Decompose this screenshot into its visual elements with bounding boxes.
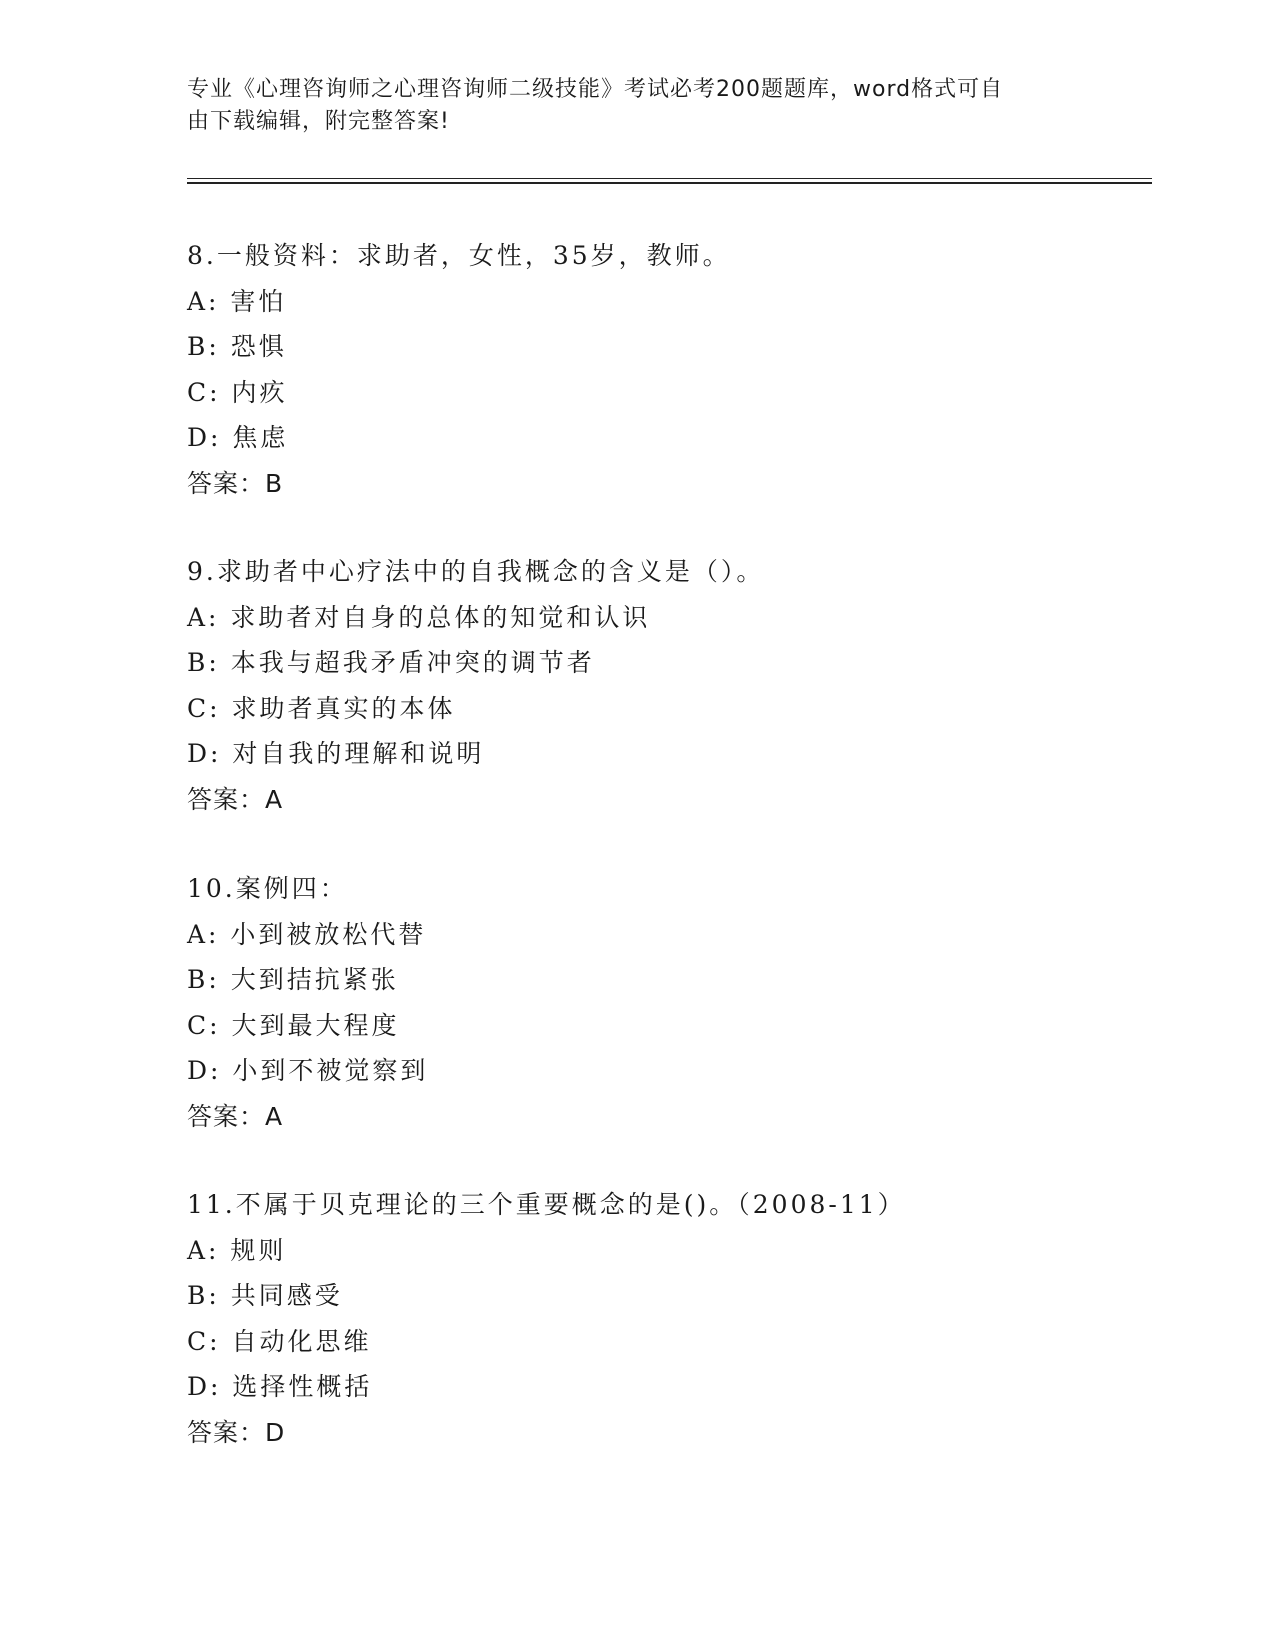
option-c: C: 大到最大程度 xyxy=(187,1010,400,1040)
question-8 xyxy=(187,233,1147,506)
question-title: 9.求助者中心疗法中的自我概念的含义是（）。 xyxy=(187,557,765,586)
answer: 答案：A xyxy=(187,1101,284,1131)
header-line-2: 由下载编辑，附完整答案! xyxy=(187,109,450,134)
option-d: D: 焦虑 xyxy=(187,423,289,452)
question-title: 11.不属于贝克理论的三个重要概念的是()。（2008-11） xyxy=(187,1190,906,1219)
answer: 答案：D xyxy=(187,1417,286,1447)
option-a: A: 害怕 xyxy=(187,286,287,316)
option-c: C: 自动化思维 xyxy=(187,1326,372,1356)
header-divider-thick xyxy=(187,182,1152,184)
document-header xyxy=(187,74,1067,138)
option-b: B: 共同感受 xyxy=(187,1281,343,1310)
header-line-1: 专业《心理咨询师之心理咨询师二级技能》考试必考200题题库，word格式可自 xyxy=(187,77,1004,102)
option-b: B: 大到拮抗紧张 xyxy=(187,965,399,994)
option-d: D: 对自我的理解和说明 xyxy=(187,739,485,768)
option-b: B: 恐惧 xyxy=(187,332,287,361)
option-a: A: 小到被放松代替 xyxy=(187,919,427,949)
option-b: B: 本我与超我矛盾冲突的调节者 xyxy=(187,648,595,677)
answer: 答案：A xyxy=(187,784,284,814)
option-c: C: 求助者真实的本体 xyxy=(187,693,456,723)
question-9 xyxy=(187,549,1147,822)
option-a: A: 求助者对自身的总体的知觉和认识 xyxy=(187,602,651,632)
option-a: A: 规则 xyxy=(187,1235,287,1265)
option-d: D: 小到不被觉察到 xyxy=(187,1056,429,1085)
option-c: C: 内疚 xyxy=(187,377,288,407)
option-d: D: 选择性概括 xyxy=(187,1372,373,1401)
question-title: 10.案例四： xyxy=(187,874,348,903)
header-divider-thin xyxy=(187,178,1152,179)
question-11 xyxy=(187,1182,1147,1455)
question-10 xyxy=(187,866,1147,1139)
question-title: 8.一般资料：求助者，女性，35岁，教师。 xyxy=(187,241,731,270)
answer: 答案：B xyxy=(187,468,284,498)
